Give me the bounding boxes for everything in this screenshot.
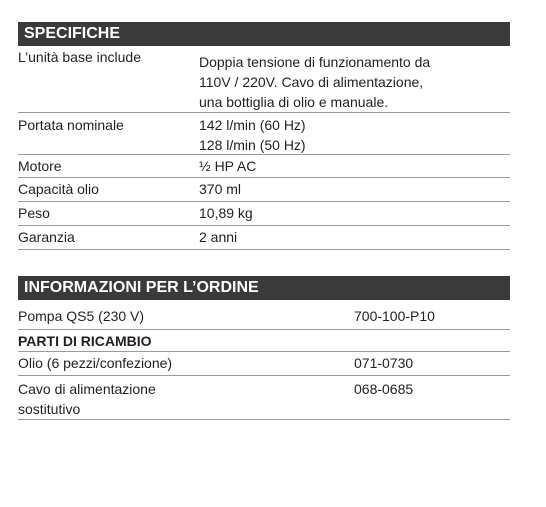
spec-row — [18, 178, 510, 202]
ordine-section — [18, 276, 510, 420]
spec-value: 370 ml — [199, 181, 242, 197]
order-label: Pompa QS5 (230 V) — [18, 308, 145, 324]
spec-label: Peso — [18, 205, 50, 221]
order-subheader-row — [18, 330, 510, 352]
spec-row — [18, 226, 510, 250]
spec-row — [18, 155, 510, 178]
spec-value: Doppia tensione di funzionamento da 110V / 220V. Cavo di alimentazione, una bottiglia di olio e manuale. — [199, 54, 431, 110]
spec-row — [18, 113, 510, 155]
order-code: 068-0685 — [354, 381, 414, 397]
spec-row — [18, 202, 510, 226]
order-code: 700-100-P10 — [354, 308, 435, 324]
spec-label: L’unità base include — [18, 49, 141, 65]
specifiche-header: SPECIFICHE — [18, 22, 510, 46]
spec-label: Motore — [18, 158, 62, 174]
order-code: 071-0730 — [354, 355, 414, 371]
order-row — [18, 376, 510, 420]
spec-label: Garanzia — [18, 229, 75, 245]
spec-value: 2 anni — [199, 229, 238, 245]
spec-value: ½ HP AC — [199, 158, 257, 174]
ordine-header: INFORMAZIONI PER L’ORDINE — [18, 276, 510, 300]
specifiche-section — [18, 22, 510, 250]
spec-label: Capacità olio — [18, 181, 99, 197]
order-label: Olio (6 pezzi/confezione) — [18, 355, 173, 371]
ricambio-subheader: PARTI DI RICAMBIO — [18, 333, 152, 349]
spec-row — [18, 46, 510, 113]
order-label: Cavo di alimentazione sostitutivo — [18, 381, 156, 417]
order-row — [18, 300, 510, 330]
order-row — [18, 352, 510, 376]
spec-value: 10,89 kg — [199, 205, 253, 221]
spec-value: 142 l/min (60 Hz) 128 l/min (50 Hz) — [199, 117, 306, 153]
spec-label: Portata nominale — [18, 117, 124, 133]
